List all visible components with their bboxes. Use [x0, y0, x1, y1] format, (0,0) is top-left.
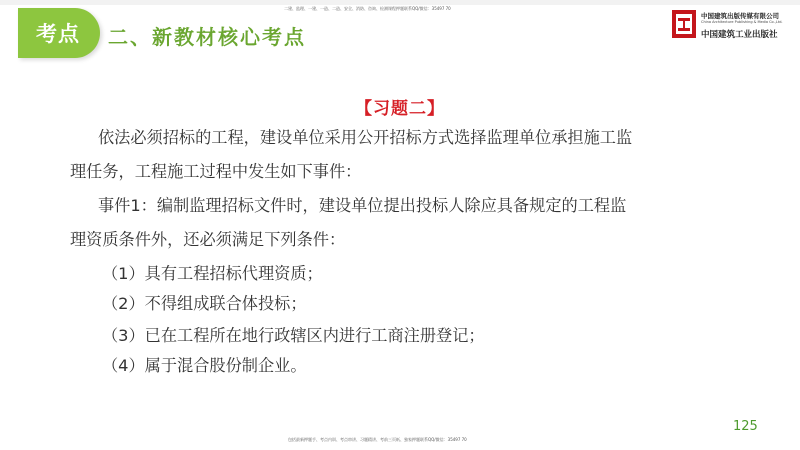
publisher-name-en: China Architecture Publishing & Media Co.,Ltd.	[701, 20, 783, 24]
publisher-emblem-icon	[671, 9, 697, 39]
topic-badge-label: 考点	[36, 22, 80, 46]
paragraph-2-line-1: 事件1：编制监理招标文件时，建设单位提出投标人除应具备规定的工程监	[98, 196, 627, 215]
condition-item: （1）具有工程招标代理资质；	[102, 264, 323, 283]
page-number: 125	[733, 419, 758, 434]
publisher-logo	[671, 9, 793, 43]
paragraph-1-line-2: 理任务，工程施工过程中发生如下事件：	[70, 162, 362, 181]
condition-item: （4）属于混合股份制企业。	[102, 356, 307, 375]
paragraph-1-line-1: 依法必须招标的工程，建设单位采用公开招标方式选择监理单位承担施工监	[98, 128, 633, 147]
condition-item: （3）已在工程所在地行政辖区内进行工商注册登记；	[102, 326, 485, 345]
publisher-name-cn: 中国建筑出版传媒有限公司	[701, 12, 779, 20]
section-title: 二、新教材核心考点	[108, 25, 306, 49]
top-note: 二建、监理、一建、一造、二造、安全、消防、咨询、检测课程押题联系QQ/微信：35497 70	[284, 6, 451, 11]
bottom-note: 包括最新押题手、考点内训、考点串讲、习题精讲、考前三页纸、独家押题联系QQ/微信：35497 70	[288, 437, 467, 442]
exercise-title: 【习题二】	[355, 99, 445, 119]
publisher-calligraphy: 中国建筑工业出版社	[701, 30, 778, 40]
paragraph-2-line-2: 理资质条件外，还必须满足下列条件：	[70, 230, 346, 249]
top-bar	[0, 0, 800, 5]
condition-item: （2）不得组成联合体投标；	[102, 294, 307, 313]
